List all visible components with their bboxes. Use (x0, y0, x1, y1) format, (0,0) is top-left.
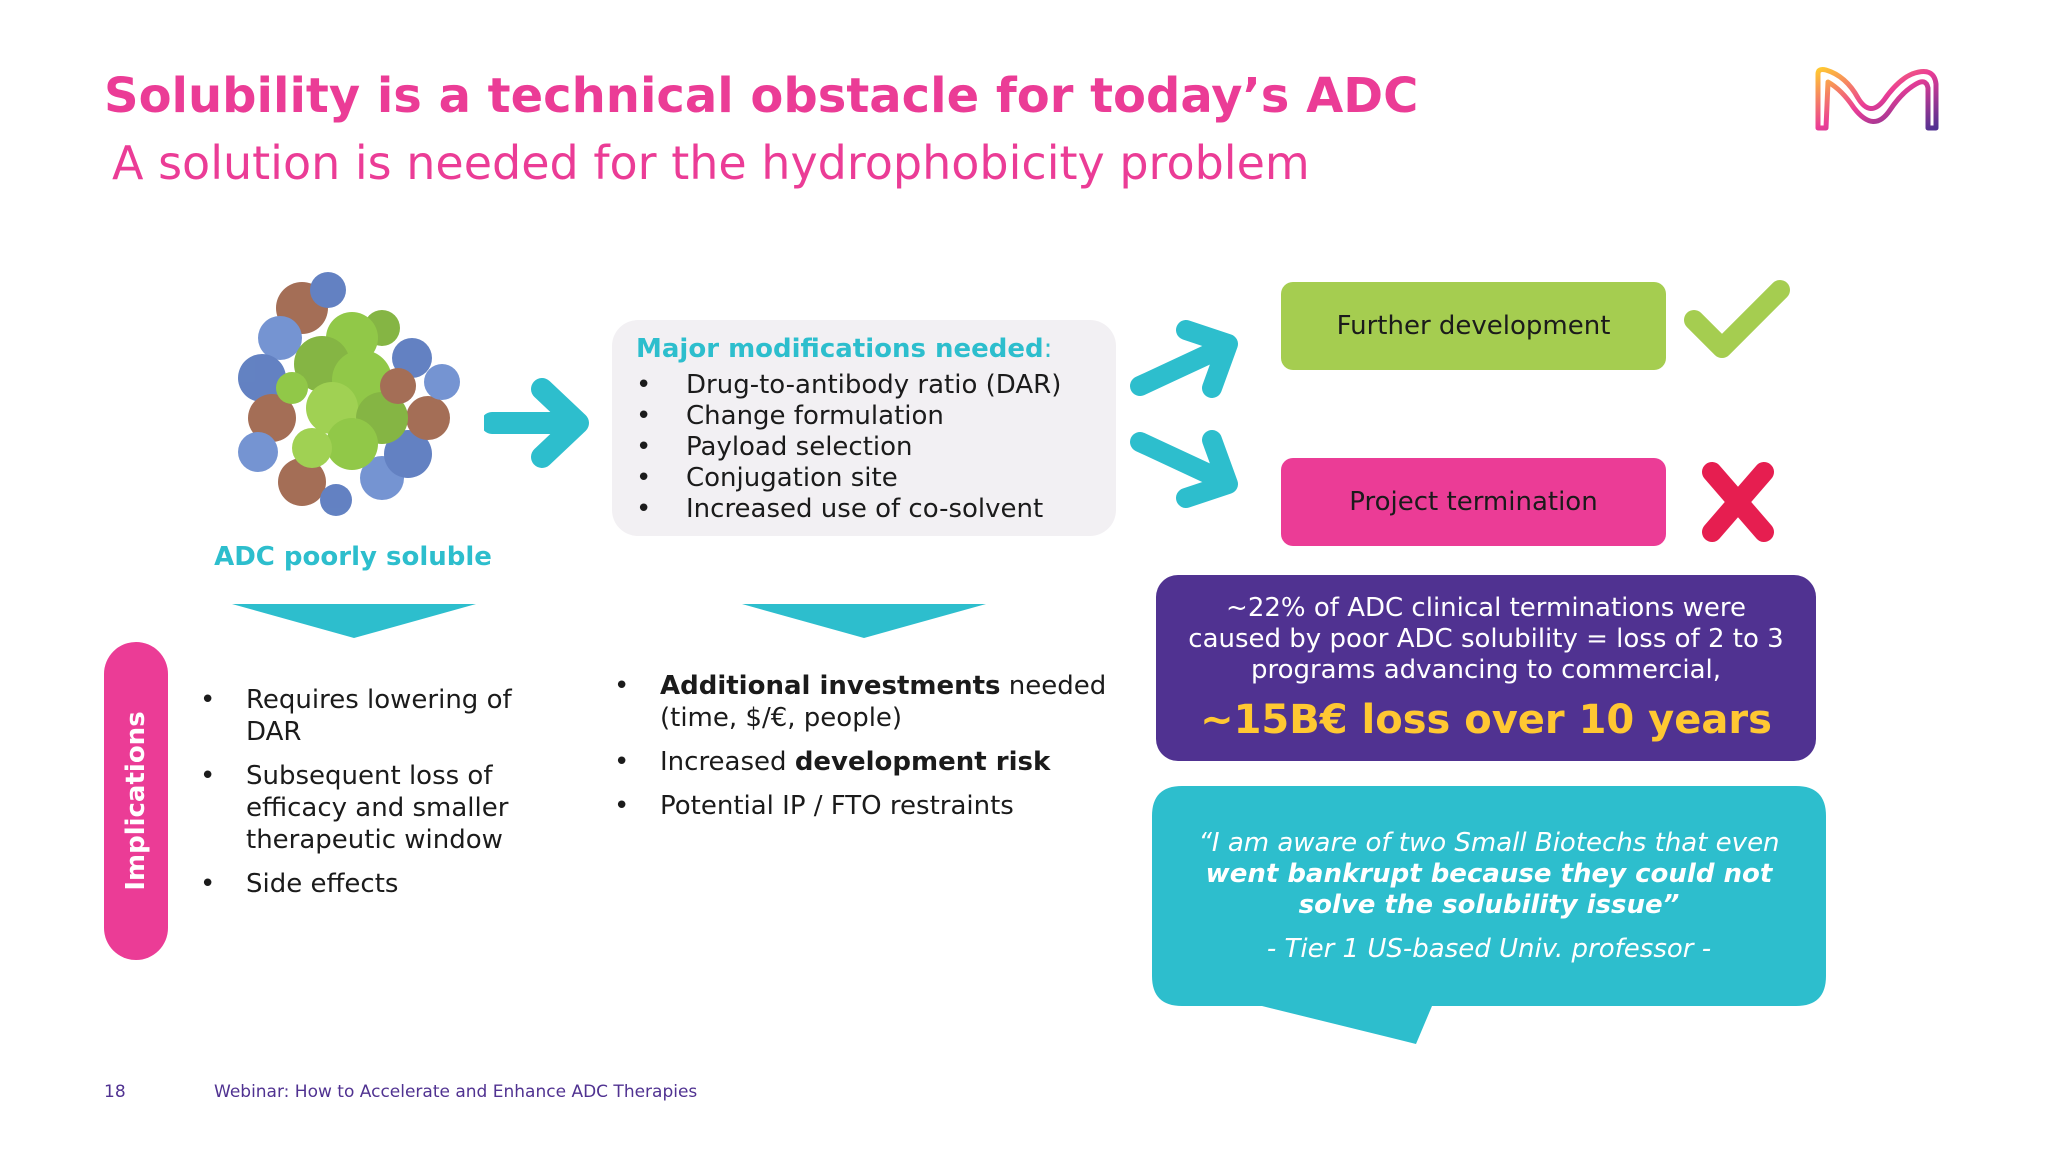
list-item: • Side effects (200, 868, 540, 900)
list-item: • Change formulation (636, 401, 1061, 432)
down-right-arrow-icon (1126, 420, 1246, 520)
list-item: • Potential IP / FTO restraints (614, 790, 1114, 822)
investments-rest: needed (time, $/€, people) (660, 671, 1107, 733)
quote-attribution: - Tier 1 US-based Univ. professor - (1266, 934, 1712, 964)
investments-bold: Additional investments (660, 671, 1001, 701)
checkmark-icon (1680, 276, 1794, 362)
list-item: • Increased use of co-solvent (636, 494, 1061, 525)
up-right-arrow-icon (1126, 308, 1246, 408)
list-item (614, 746, 1114, 778)
modifications-heading-text: Major modifications needed (636, 334, 1044, 364)
list-item: • Payload selection (636, 432, 1061, 463)
quote-part-2: went bankrupt because they could not solve the solubility issue” (1205, 859, 1773, 920)
statistic-text: ~22% of ADC clinical terminations were caused by poor ADC solubility = loss of 2 to 3 programs advancing to commercial, (1188, 593, 1784, 685)
adc-molecule-icon (232, 268, 464, 516)
implications-list (200, 684, 540, 912)
slide-title: Solubility is a technical obstacle for today’s ADC (104, 68, 1419, 124)
quote-text (1176, 828, 1802, 921)
further-development-box (1281, 282, 1666, 370)
implications-pill (104, 642, 168, 960)
company-logo-icon (1812, 64, 1944, 134)
project-termination-box (1281, 458, 1666, 546)
risk-bold: development risk (794, 747, 1051, 777)
down-chevron-icon (742, 604, 986, 638)
termination-statistic-box (1156, 575, 1816, 761)
further-development-label: Further development (1336, 311, 1611, 341)
down-chevron-icon (232, 604, 476, 638)
modifications-heading-colon: : (1043, 334, 1053, 364)
modifications-list (636, 370, 1061, 525)
list-item (614, 670, 1114, 734)
quote-part-1: “I am aware of two Small Biotechs that even (1198, 828, 1780, 858)
right-arrow-icon (484, 374, 594, 472)
list-item: • Subsequent loss of efficacy and smaller therapeutic window (200, 760, 540, 856)
list-item: • Conjugation site (636, 463, 1061, 494)
investments-list (614, 670, 1114, 834)
risk-prefix: Increased (660, 747, 795, 777)
footer-text: Webinar: How to Accelerate and Enhance ADC Therapies (214, 1082, 698, 1102)
implications-label: Implications (121, 711, 151, 891)
list-item: • Drug-to-antibody ratio (DAR) (636, 370, 1061, 401)
page-number: 18 (104, 1082, 126, 1102)
cross-icon (1698, 458, 1778, 546)
adc-poorly-soluble-label: ADC poorly soluble (214, 542, 492, 572)
loss-highlight: ~15B€ loss over 10 years (1200, 697, 1772, 743)
project-termination-label: Project termination (1349, 487, 1598, 517)
slide-subtitle: A solution is needed for the hydrophobicity problem (112, 136, 1310, 190)
list-item: • Requires lowering of DAR (200, 684, 540, 748)
modifications-heading (636, 334, 1052, 364)
